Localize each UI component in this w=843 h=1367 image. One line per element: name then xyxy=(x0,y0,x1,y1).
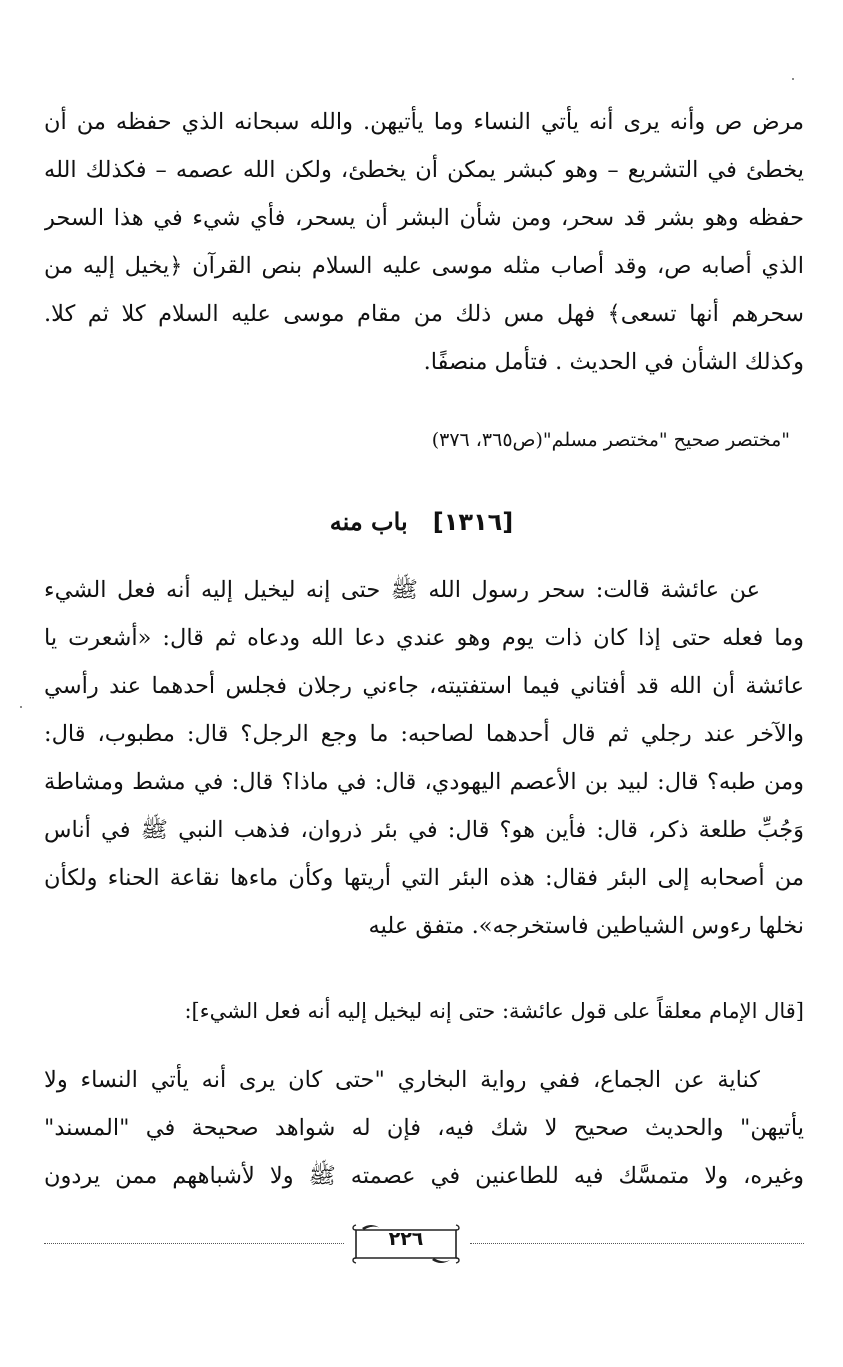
chapter-number: [١٣١٦] xyxy=(432,508,514,536)
text-line: يخطئ في التشريع – وهو كبشر يمكن أن يخطئ، ولكن الله عصمه – فكذلك الله xyxy=(44,157,804,183)
text-line: من أصحابه إلى البئر فقال: هذه البئر التي أريتها وكأن ماءها نقاعة الحناء ولكأن xyxy=(44,865,804,891)
text-line: يأتيهن" والحديث صحيح لا شك فيه، فإن له شواهد صحيحة في "المسند" xyxy=(44,1115,804,1141)
text-line: وغيره، ولا متمسَّك فيه للطاعنين في عصمته ﷺ ولا لأشباههم ممن يردون xyxy=(44,1163,804,1189)
chapter-title: باب منه xyxy=(329,507,408,536)
page-number: ٢٢٦ xyxy=(388,1228,424,1250)
text-line: مرض ص وأنه يرى أنه يأتي النساء وما يأتيهن. والله سبحانه الذي حفظه من أن xyxy=(44,109,804,135)
imam-comment: [قال الإمام معلقاً على قول عائشة: حتى إنه ليخيل إليه أنه فعل الشيء]: xyxy=(184,999,804,1023)
text-line: كناية عن الجماع، ففي رواية البخاري "حتى كان يرى أنه يأتي النساء ولا xyxy=(44,1067,760,1093)
text-line: وكذلك الشأن في الحديث . فتأمل منصفًا. xyxy=(423,349,804,375)
chapter-heading xyxy=(0,502,843,542)
scan-speck xyxy=(20,706,22,708)
text-line: عائشة أن الله قد أفتاني فيما استفتيته، جاءني رجلان فجلس أحدهما عند رأسي xyxy=(44,673,804,699)
scan-speck xyxy=(792,78,794,80)
text-line: الذي أصابه ص، وقد أصاب مثله موسى عليه السلام بنص القرآن ﴿يخيل إليه من xyxy=(44,253,804,279)
text-line: وما فعله حتى إذا كان ذات يوم وهو عندي دعا الله ودعاه ثم قال: «أشعرت يا xyxy=(44,625,804,651)
text-line: وَجُبِّ طلعة ذكر، قال: فأين هو؟ قال: في بئر ذروان، فذهب النبي ﷺ في أناس xyxy=(44,817,804,843)
hadith-text xyxy=(44,566,804,950)
text-line: عن عائشة قالت: سحر رسول الله ﷺ حتى إنه ليخيل إليه أنه فعل الشيء xyxy=(44,577,760,603)
text-line: والآخر عند رجلي ثم قال أحدهما لصاحبه: ما وجع الرجل؟ قال: مطبوب، قال: xyxy=(44,721,804,747)
text-line: حفظه وهو بشر قد سحر، ومن شأن البشر أن يسحر، فأي شيء في هذا السحر xyxy=(44,205,804,231)
footer-divider-left xyxy=(44,1243,344,1244)
footer-divider-right xyxy=(470,1243,804,1244)
text-line: ومن طبه؟ قال: لبيد بن الأعصم اليهودي، قال: في ماذا؟ قال: في مشط ومشاطة xyxy=(44,769,804,795)
paragraph-continuation xyxy=(44,98,804,386)
page-number-frame xyxy=(350,1222,462,1264)
commentary-text xyxy=(44,1056,804,1200)
source-citation: "مختصر صحيح "مختصر مسلم"(ص٣٦٥، ٣٧٦) xyxy=(431,429,790,451)
text-line: نخلها رءوس الشياطين فاستخرجه». متفق عليه xyxy=(368,913,804,939)
text-line: سحرهم أنها تسعى﴾ فهل مس ذلك من مقام موسى عليه السلام كلا ثم كلا. xyxy=(44,301,804,327)
